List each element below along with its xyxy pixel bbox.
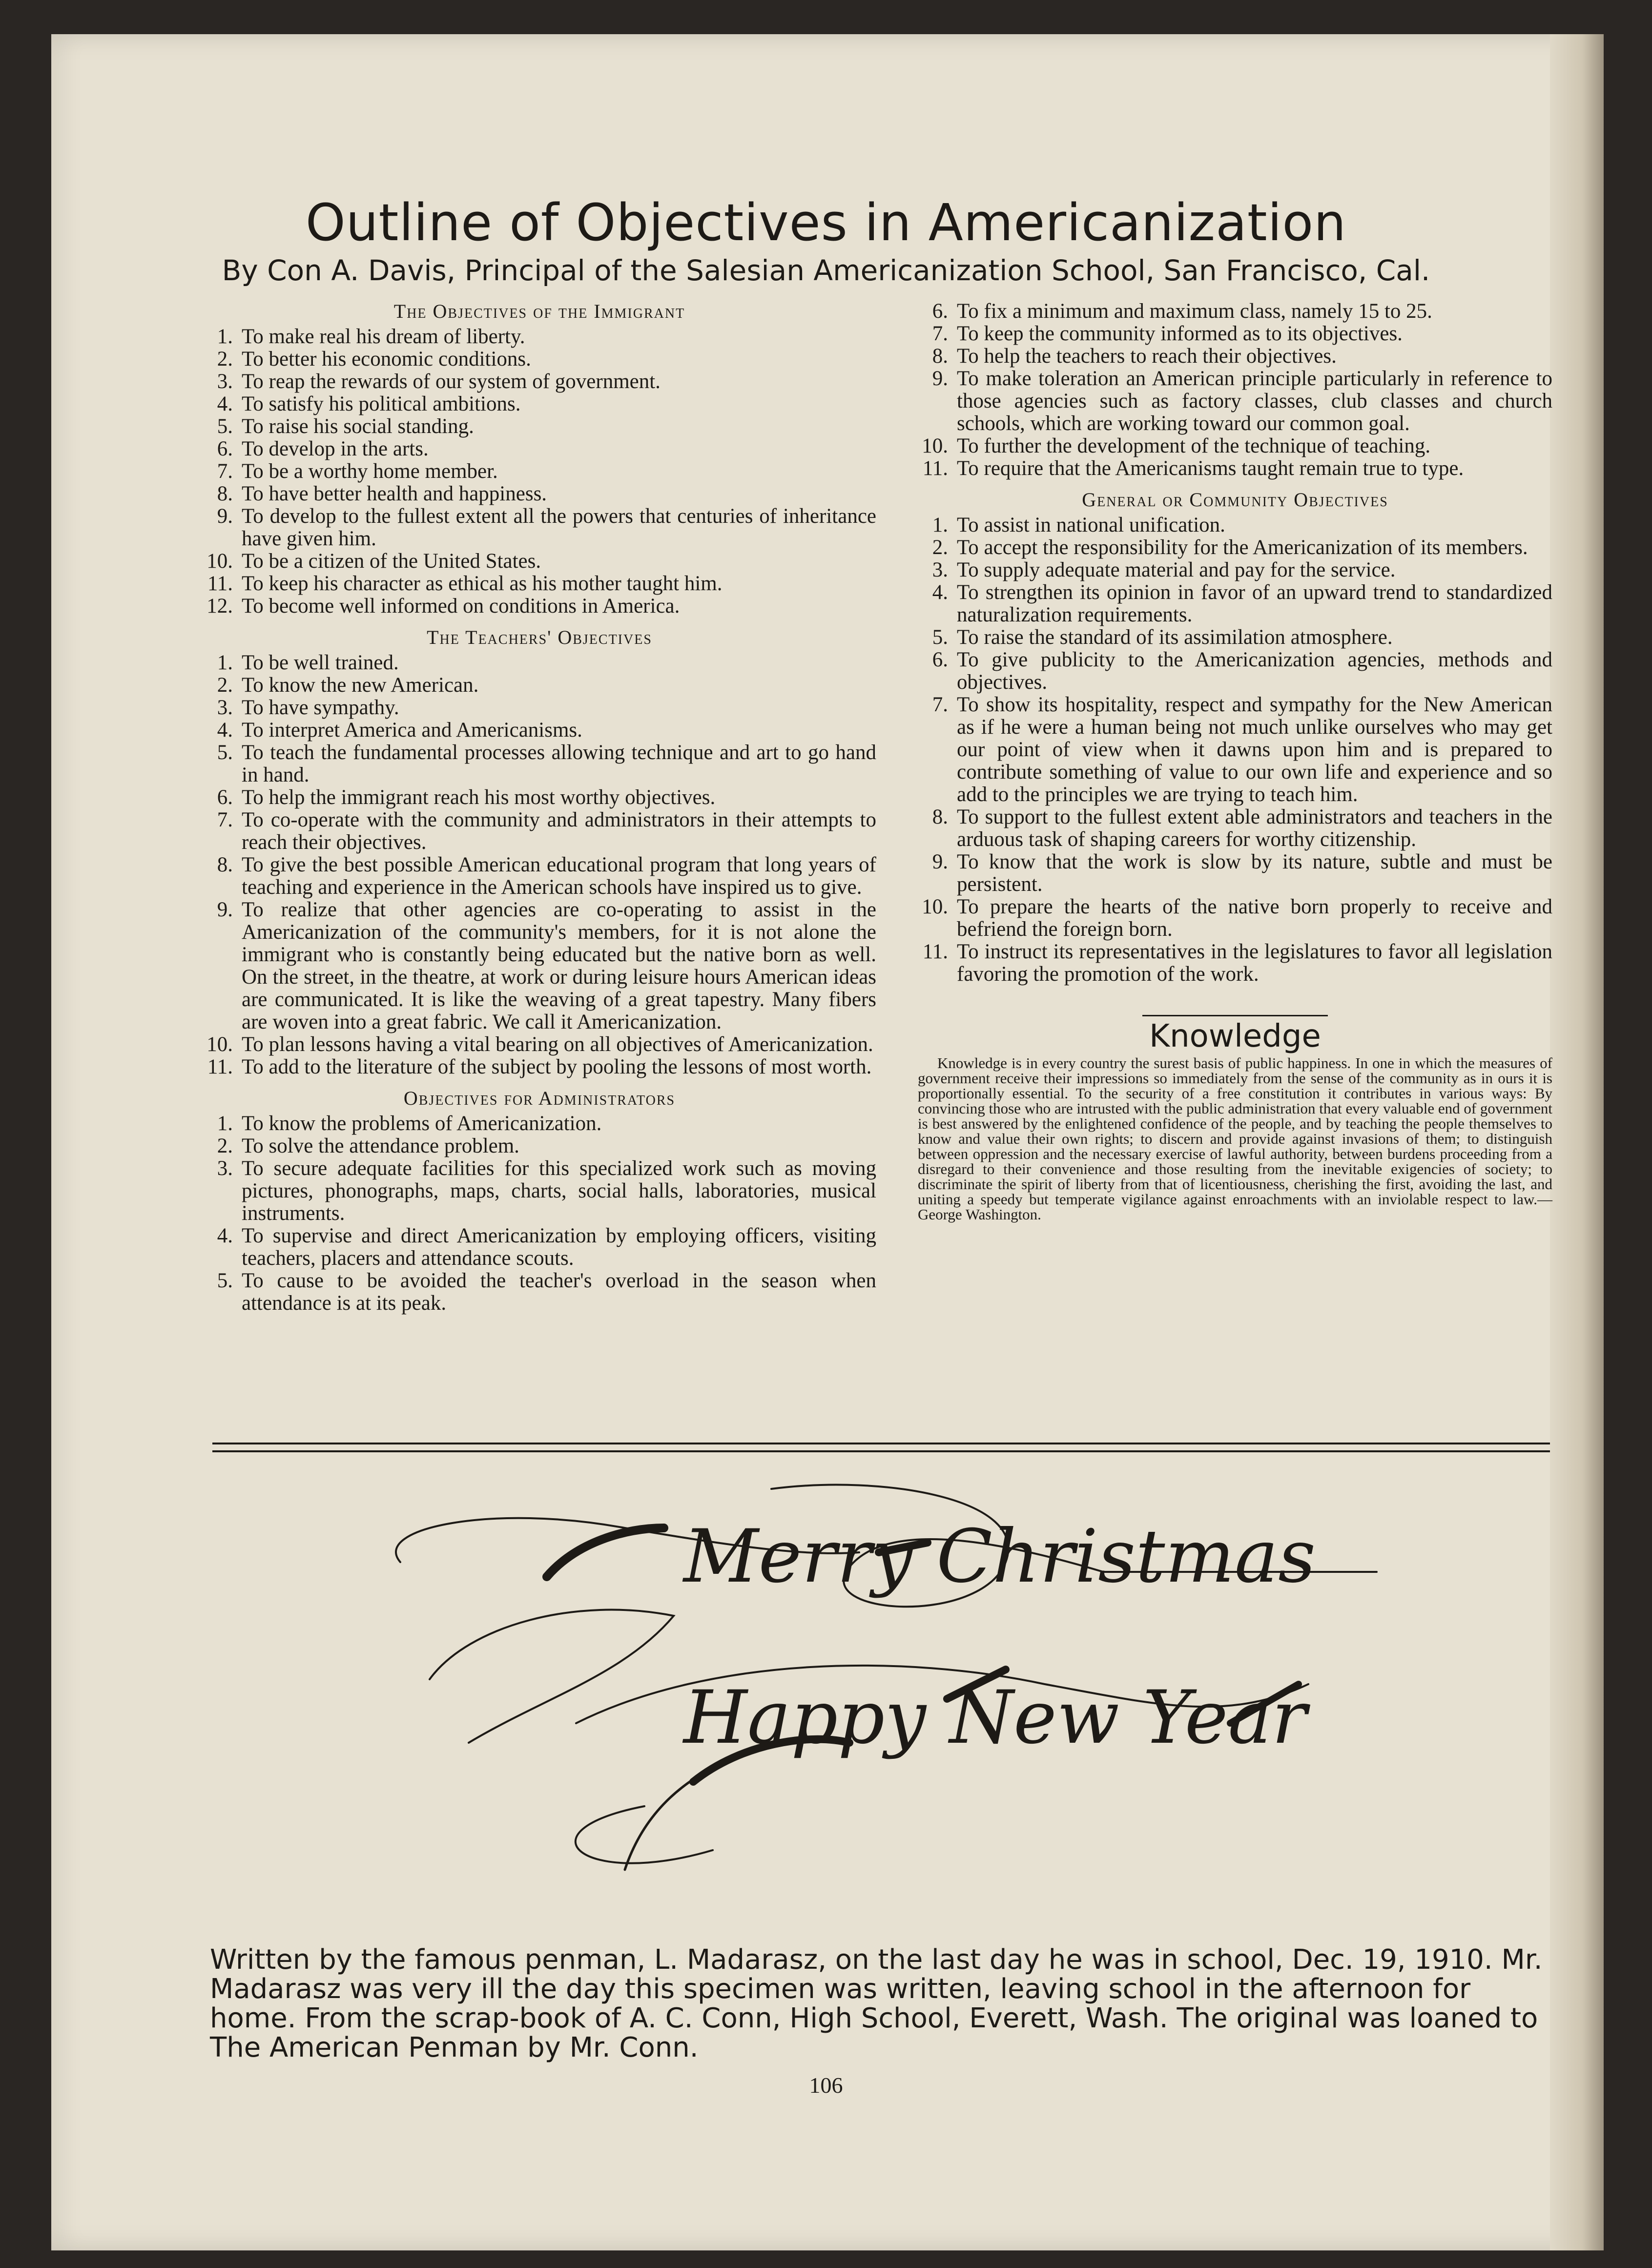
list-item: 4. To strengthen its opinion in favor of an upward trend to standardized naturalization requirements. [932, 581, 1552, 626]
script-line-2: Happy New Year [683, 1675, 1307, 1760]
double-rule-divider [212, 1443, 1550, 1452]
list-item: 4. To supervise and direct Americanization by employing officers, visiting teachers, placers and attendance scouts. [217, 1224, 876, 1270]
list-item: 6. To fix a minimum and maximum class, namely 15 to 25. [932, 300, 1432, 323]
teachers-objectives-list [203, 652, 876, 1078]
list-item: 11. To require that the Americanisms taught remain true to type. [922, 457, 1464, 480]
list-item: 6. To give publicity to the Americanization agencies, methods and objectives. [932, 648, 1552, 694]
list-item: 10. To further the development of the technique of teaching. [922, 434, 1431, 457]
list-item: 12. To become well informed on conditions in America. [206, 595, 680, 618]
administrators-objectives-list-part2 [918, 300, 1552, 480]
list-item: 8. To help the teachers to reach their objectives. [932, 345, 1337, 368]
list-item: 2. To accept the responsibility for the Americanization of its members. [932, 536, 1528, 559]
list-item: 4. To interpret America and Americanisms. [217, 719, 582, 742]
list-item: 9. To realize that other agencies are co-operating to assist in the Americanization of the community's members, for it is not alone the immigrant who is constantly being educated but the native born as well. On the street, in the theatre, at work or during leisure hours American ideas are communicated. It is like the weaving of a great tapestry. Many fibers are woven into a great fabric. We call it Americanization. [217, 898, 876, 1033]
list-item: 10. To plan lessons having a vital bearing on all objectives of Americanization. [206, 1033, 873, 1056]
list-item: 8. To give the best possible American educational program that long years of teaching and experience in the American schools have inspired us to give. [217, 853, 876, 899]
list-item: 11. To keep his character as ethical as his mother taught him. [207, 572, 723, 595]
administrators-objectives-list-part1 [203, 1113, 876, 1315]
list-item: 7. To keep the community informed as to its objectives. [932, 322, 1403, 345]
page-spine-shadow [1550, 34, 1604, 2250]
article-byline: By Con A. Davis, Principal of the Salesian Americanization School, San Francisco, Cal. [222, 254, 1430, 287]
list-item: 2. To know the new American. [217, 674, 479, 697]
section-divider [1142, 1015, 1328, 1016]
list-item: 9. To develop to the fullest extent all the powers that centuries of inheritance have given him. [217, 505, 876, 550]
knowledge-quote: Knowledge is in every country the surest basis of public happiness. In one in which the measures of government receive their impressions so immediately from the sense of the community as in ours it is proportionally essential. To the security of a free constitution it contributes in various ways: By convincing those who are intrusted with the public administration that every valuable end of government is best answered by the enlightened confidence of the people, and by teaching the people themselves to know and value their own rights; to discern and provide against invasions of them; to distinguish between oppression and the necessary exercise of lawful authority, between burdens proceeding from a disregard to their convenience and those resulting from the inevitable exigencies of society; to discriminate the spirit of liberty from that of licentiousness, cherishing the first, avoiding the last, and uniting a speedy but temperate vigilance against enroachments with an inviolable respect to law.—George Washington. [918, 1054, 1552, 1223]
knowledge-heading: Knowledge [1149, 1018, 1321, 1054]
list-item: 1. To be well trained. [217, 651, 399, 674]
penmanship-specimen [371, 1469, 1396, 1899]
list-item: 4. To satisfy his political ambitions. [217, 392, 521, 415]
list-item: 7. To show its hospitality, respect and sympathy for the New American as if he were a human being not much unlike ourselves who may get our point of view when it dawns upon him and is prepared to contribute something of value to our own life and experience and so add to the principles we are trying to teach him. [932, 693, 1552, 806]
page-number: 106 [809, 2073, 843, 2098]
list-item: 3. To have sympathy. [217, 696, 399, 719]
list-item: 11. To instruct its representatives in the legislatures to favor all legislation favoring the promotion of the work. [922, 940, 1552, 986]
list-item: 5. To teach the fundamental processes allowing technique and art to go hand in hand. [217, 741, 876, 786]
list-item: 11. To add to the literature of the subject by pooling the lessons of most worth. [207, 1055, 872, 1078]
list-item: 1. To assist in national unification. [932, 514, 1225, 536]
list-item: 8. To have better health and happiness. [217, 482, 547, 505]
list-item: 9. To know that the work is slow by its nature, subtle and must be persistent. [932, 850, 1552, 896]
immigrant-objectives-list [203, 326, 876, 618]
right-column [918, 300, 1552, 1222]
list-item: 6. To help the immigrant reach his most worthy objectives. [217, 786, 716, 809]
list-item: 2. To better his economic conditions. [217, 348, 531, 371]
list-item: 3. To supply adequate material and pay for the service. [932, 558, 1396, 581]
list-item: 10. To prepare the hearts of the native born properly to receive and befriend the foreign born. [922, 895, 1552, 941]
list-item: 10. To be a citizen of the United States. [206, 550, 541, 573]
list-item: 1. To know the problems of Americanization. [217, 1112, 602, 1135]
list-item: 6. To develop in the arts. [217, 437, 429, 460]
list-item: 7. To be a worthy home member. [217, 460, 498, 483]
administrators-objectives-heading: Objectives for Administrators [403, 1087, 676, 1109]
list-item: 5. To cause to be avoided the teacher's overload in the season when attendance is at its peak. [217, 1269, 876, 1315]
left-column [203, 300, 876, 1315]
list-item: 2. To solve the attendance problem. [217, 1134, 519, 1157]
script-line-1: Merry Christmas [683, 1514, 1316, 1599]
list-item: 9. To make toleration an American principle particularly in reference to those agencies such as factory classes, club classes and church schools, which are working toward our common goal. [932, 367, 1552, 435]
list-item: 7. To co-operate with the community and administrators in their attempts to reach their objectives. [217, 808, 876, 854]
specimen-caption: Written by the famous penman, L. Madarasz, on the last day he was in school, Dec. 19, 1910. Mr. Madarasz was very ill the day this specimen was written, leaving school in the afternoon for home. From the scrap-book of A. C. Conn, High School, Everett, Wash. The original was loaned to The American Penman by Mr. Conn. [210, 1944, 1543, 2063]
list-item: 1. To make real his dream of liberty. [217, 325, 525, 348]
list-item: 5. To raise the standard of its assimilation atmosphere. [932, 626, 1393, 649]
list-item: 5. To raise his social standing. [217, 415, 474, 438]
list-item: 3. To reap the rewards of our system of government. [217, 370, 661, 393]
teachers-objectives-heading: The Teachers' Objectives [427, 626, 652, 648]
article-title: Outline of Objectives in Americanization [305, 193, 1347, 252]
list-item: 8. To support to the fullest extent able administrators and teachers in the arduous task of shaping careers for worthy citizenship. [932, 805, 1552, 851]
immigrant-objectives-heading: The Objectives of the Immigrant [393, 300, 685, 322]
community-objectives-list [918, 514, 1552, 986]
community-objectives-heading: General or Community Objectives [1082, 489, 1388, 511]
list-item: 3. To secure adequate facilities for this specialized work such as moving pictures, phonographs, maps, charts, social halls, laboratories, musical instruments. [217, 1157, 876, 1225]
